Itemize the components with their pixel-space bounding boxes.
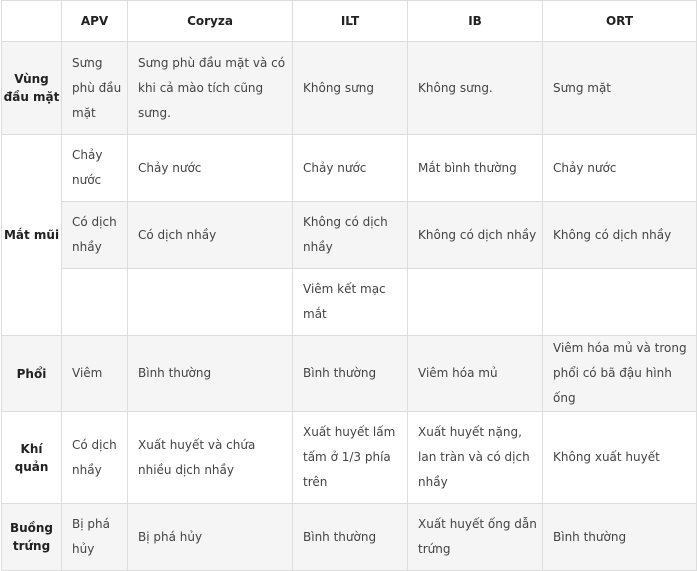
comparison-table [1, 0, 697, 571]
cell-ilt: Bình thường [293, 504, 408, 571]
row-label-buong-trung: Buồng trứng [2, 504, 62, 571]
cell-ilt: Không có dịch nhầy [293, 202, 408, 269]
cell-coryza: Bình thường [128, 336, 293, 412]
cell-ort: Chảy nước [543, 135, 697, 202]
cell-ort: Sưng mặt [543, 42, 697, 135]
header-cell-ort: ORT [543, 1, 697, 42]
cell-ort: Không xuất huyết [543, 412, 697, 504]
cell-ib: Không sưng. [408, 42, 543, 135]
cell-ib: Xuất huyết ống dẫn trứng [408, 504, 543, 571]
cell-apv: Có dịch nhầy [62, 412, 128, 504]
cell-apv [62, 269, 128, 336]
cell-ilt: Viêm kết mạc mắt [293, 269, 408, 336]
table-row-vung-dau-mat [2, 42, 697, 135]
table-row-mat-mui-3 [2, 269, 697, 336]
header-cell-ib: IB [408, 1, 543, 42]
header-cell-ilt: ILT [293, 1, 408, 42]
cell-ib: Viêm hóa mủ [408, 336, 543, 412]
cell-coryza: Chảy nước [128, 135, 293, 202]
cell-coryza: Sưng phù đầu mặt và có khi cả mào tích cũng sưng. [128, 42, 293, 135]
cell-apv: Viêm [62, 336, 128, 412]
header-row [2, 1, 697, 42]
cell-ort: Viêm hóa mủ và trong phổi có bã đậu hình ống [543, 336, 697, 412]
cell-ilt: Bình thường [293, 336, 408, 412]
row-label-khi-quan: Khí quản [2, 412, 62, 504]
cell-coryza: Xuất huyết và chứa nhiều dịch nhầy [128, 412, 293, 504]
header-cell-empty [2, 1, 62, 42]
cell-apv: Bị phá hủy [62, 504, 128, 571]
cell-coryza: Có dịch nhầy [128, 202, 293, 269]
cell-apv: Sưng phù đầu mặt [62, 42, 128, 135]
cell-ilt: Chảy nước [293, 135, 408, 202]
header-cell-coryza: Coryza [128, 1, 293, 42]
cell-coryza [128, 269, 293, 336]
cell-ib [408, 269, 543, 336]
table-row-mat-mui-2 [2, 202, 697, 269]
cell-ort: Bình thường [543, 504, 697, 571]
cell-ilt: Không sưng [293, 42, 408, 135]
row-label-phoi: Phổi [2, 336, 62, 412]
table-row-khi-quan [2, 412, 697, 504]
table-row-buong-trung [2, 504, 697, 571]
cell-ib: Xuất huyết nặng, lan tràn và có dịch nhầy [408, 412, 543, 504]
row-label-vung-dau-mat: Vùng đầu mặt [2, 42, 62, 135]
cell-ilt: Xuất huyết lấm tấm ở 1/3 phía trên [293, 412, 408, 504]
cell-ib: Mắt bình thường [408, 135, 543, 202]
cell-ib: Không có dịch nhầy [408, 202, 543, 269]
table-row-phoi [2, 336, 697, 412]
cell-ort [543, 269, 697, 336]
table-row-mat-mui-1 [2, 135, 697, 202]
cell-ort: Không có dịch nhầy [543, 202, 697, 269]
row-label-mat-mui: Mắt mũi [2, 135, 62, 336]
cell-apv: Chảy nước [62, 135, 128, 202]
cell-coryza: Bị phá hủy [128, 504, 293, 571]
header-cell-apv: APV [62, 1, 128, 42]
cell-apv: Có dịch nhầy [62, 202, 128, 269]
